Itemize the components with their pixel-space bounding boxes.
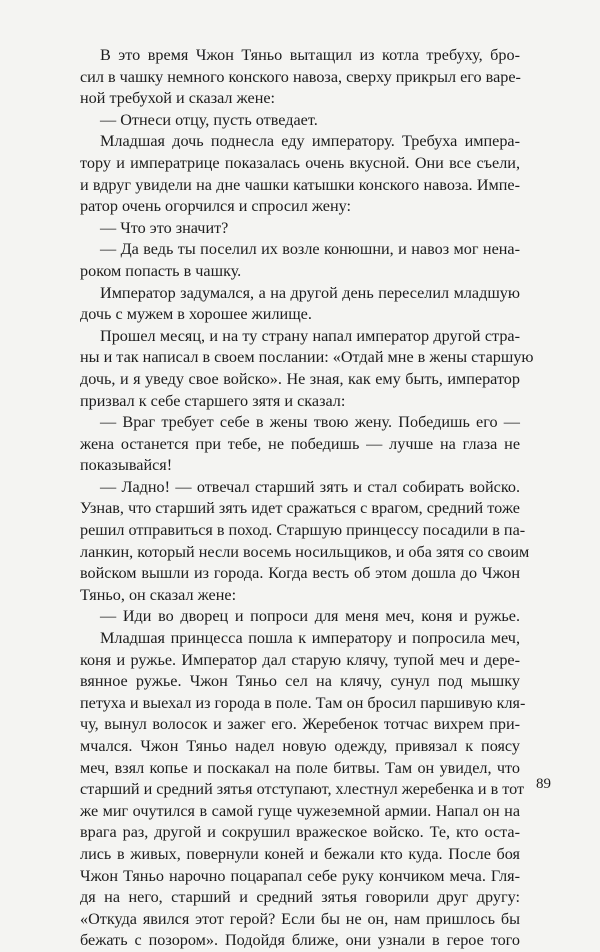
text-line: мчался. Чжон Тяньо надел новую одежду, привязал к поясу <box>80 737 520 755</box>
text-line: — Отнеси отцу, пусть отведает. <box>100 110 318 129</box>
text-line: Император задумался, а на другой день переселил младшую <box>100 283 520 302</box>
text-line: призвал к себе старшего зятя и сказал: <box>80 391 346 410</box>
text-line: коня и ружье. Император дал старую клячу, тупой меч и дере- <box>80 650 520 669</box>
text-line: решил отправиться в поход. Старшую принцессу посадили в па- <box>80 521 526 540</box>
text-line: В это время Чжон Тяньо вытащил из котла требуху, бро- <box>100 46 520 64</box>
text-line: Младшая дочь поднесла еду императору. Требуха импера- <box>100 132 520 151</box>
text-line: тору и императрице показалась очень вкусной. Они все съели, <box>80 153 520 172</box>
text-line: ратор очень огорчился и спросил жену: <box>80 197 352 216</box>
text-line: сил в чашку немного конского навоза, сверху прикрыл его варе- <box>80 67 521 86</box>
page-number: 89 <box>536 776 551 792</box>
text-line: — Что это значит? <box>100 218 229 237</box>
text-line: роком попасть в чашку. <box>80 261 242 280</box>
text-line: — Да ведь ты поселил их возле конюшни, и навоз мог нена- <box>100 240 520 259</box>
text-line: бежать с позором». Подойдя ближе, они узнали в герое того <box>80 931 520 950</box>
text-line: дя на него, старший и средний зятья говорили друг другу: <box>80 888 520 907</box>
text-line: врага раз, другой и сокрушил вражеское войско. Те, кто оста- <box>80 823 520 842</box>
text-line: Чжон Тяньо нарочно поцарапал себе руку кончиком меча. Гля- <box>80 866 520 885</box>
text-line: меч, взял копье и поскакал на поле битвы. Там он увидел, что <box>80 758 520 777</box>
text-line: Тяньо, он сказал жене: <box>80 585 237 604</box>
text-line: старший и средний зятья отступают, хлестнул жеребенка и в тот <box>80 780 525 799</box>
text-line: же миг очутился в самой гуще чужеземной армии. Напал он на <box>80 801 520 820</box>
text-line: вянное ружье. Чжон Тяньо сел на клячу, сунул под мышку <box>80 672 520 691</box>
text-line: Младшая принцесса пошла к императору и попросила меч, <box>100 629 520 648</box>
text-line: Прошел месяц, и на ту страну напал император другой стра- <box>100 326 520 345</box>
text-line: петуха и выехал из города в поле. Там он бросил паршивую кля- <box>80 693 526 712</box>
text-line: и вдруг увидели на дне чашки катышки конского навоза. Импе- <box>80 175 520 194</box>
text-line: ной требухой и сказал жене: <box>80 89 276 108</box>
text-line: войском вышли из города. Когда весть об этом дошла до Чжон <box>80 564 520 583</box>
text-line: дочь с мужем в хорошее жилище. <box>80 305 312 324</box>
text-line: показывайся! <box>80 456 173 475</box>
page-text <box>80 45 534 952</box>
text-line: чу, вынул волосок и зажег его. Жеребенок тотчас вихрем при- <box>80 715 520 734</box>
text-line: жена останется при тебе, не победишь — лучше на глаза не <box>80 434 520 453</box>
text-line: ланкин, который несли восемь носильщиков, и оба зятя со своим <box>80 542 530 561</box>
text-line: дочь, и я уведу свое войско». Не зная, как ему быть, император <box>80 369 520 388</box>
text-line: — Ладно! — отвечал старший зять и стал собирать войско. <box>100 477 520 496</box>
text-line: «Откуда явился этот герой? Если бы не он, нам пришлось бы <box>80 909 520 928</box>
text-line: ны и так написал в своем послании: «Отдай мне в жены старшую <box>80 348 534 367</box>
text-line: — Враг требует себе в жены твою жену. Победишь его — <box>100 413 520 432</box>
text-line: Узнав, что старший зять идет сражаться с врагом, средний тоже <box>80 499 520 518</box>
text-line: — Иди во дворец и попроси для меня меч, коня и ружье. <box>100 607 520 626</box>
text-line: лись в живых, повернули коней и бежали кто куда. После боя <box>80 844 520 863</box>
